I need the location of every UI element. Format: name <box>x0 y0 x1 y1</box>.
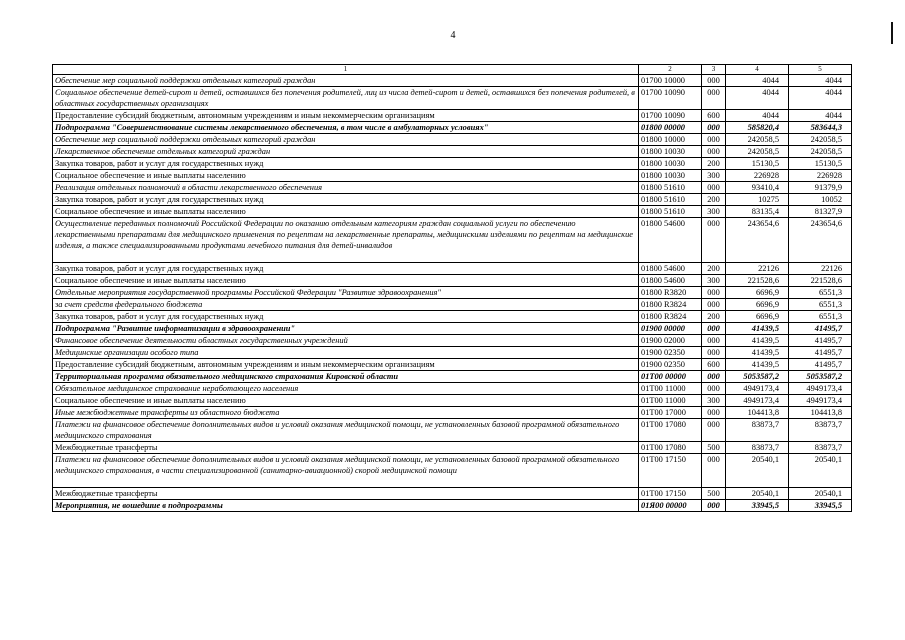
row-value-year2-cell: 583644,3 <box>789 122 852 134</box>
row-value-year1-cell: 33945,5 <box>726 500 789 512</box>
table-row <box>53 182 852 194</box>
header-col-3: 3 <box>702 65 726 75</box>
row-value-year2-cell: 41495,7 <box>789 347 852 359</box>
row-value-year1-cell: 20540,1 <box>726 488 789 500</box>
row-value-year2-cell: 5053587,2 <box>789 371 852 383</box>
row-value-year1-cell: 10275 <box>726 194 789 206</box>
row-code-cell: 01900 02000 <box>639 335 702 347</box>
row-name-cell: Мероприятия, не вошедшие в подпрограммы <box>53 500 639 512</box>
row-value-year1-cell: 243654,6 <box>726 218 789 263</box>
row-value-year2-cell: 22126 <box>789 263 852 275</box>
table-row <box>53 395 852 407</box>
row-name-cell: Платежи на финансовое обеспечение дополнительных видов и условий оказания медицинской помощи, не установленных базовой программой обязательного медицинского страхования <box>53 419 639 442</box>
row-value-year2-cell: 4949173,4 <box>789 383 852 395</box>
row-name-cell: Закупка товаров, работ и услуг для государственных нужд <box>53 158 639 170</box>
row-value-year2-cell: 83873,7 <box>789 442 852 454</box>
row-type-cell: 000 <box>702 335 726 347</box>
row-value-year2-cell: 221528,6 <box>789 275 852 287</box>
row-code-cell: 01800 R3824 <box>639 311 702 323</box>
table-row <box>53 359 852 371</box>
row-code-cell: 01800 R3824 <box>639 299 702 311</box>
row-code-cell: 01800 51610 <box>639 194 702 206</box>
scan-edge-mark <box>891 22 893 44</box>
row-code-cell: 01Т00 00000 <box>639 371 702 383</box>
row-value-year2-cell: 81327,9 <box>789 206 852 218</box>
row-type-cell: 300 <box>702 206 726 218</box>
row-value-year1-cell: 41439,5 <box>726 347 789 359</box>
page-number: 4 <box>450 30 456 41</box>
row-value-year1-cell: 6696,9 <box>726 299 789 311</box>
row-name-cell: Медицинские организации особого типа <box>53 347 639 359</box>
row-code-cell: 01900 02350 <box>639 359 702 371</box>
row-value-year2-cell: 4949173,4 <box>789 395 852 407</box>
row-type-cell: 300 <box>702 170 726 182</box>
row-name-cell: Обязательное медицинское страхование неработающего населения <box>53 383 639 395</box>
row-value-year1-cell: 4044 <box>726 75 789 87</box>
row-value-year1-cell: 93410,4 <box>726 182 789 194</box>
row-value-year2-cell: 6551,3 <box>789 287 852 299</box>
row-code-cell: 01800 10030 <box>639 170 702 182</box>
table-row <box>53 323 852 335</box>
table-row <box>53 110 852 122</box>
table-row <box>53 122 852 134</box>
row-type-cell: 000 <box>702 287 726 299</box>
row-code-cell: 01700 10090 <box>639 87 702 110</box>
row-type-cell: 000 <box>702 371 726 383</box>
row-name-cell: Иные межбюджетные трансферты из областного бюджета <box>53 407 639 419</box>
row-type-cell: 000 <box>702 347 726 359</box>
row-value-year2-cell: 6551,3 <box>789 299 852 311</box>
row-type-cell: 000 <box>702 146 726 158</box>
row-value-year1-cell: 5053587,2 <box>726 371 789 383</box>
row-value-year1-cell: 4949173,4 <box>726 395 789 407</box>
row-value-year1-cell: 4044 <box>726 110 789 122</box>
table-row <box>53 75 852 87</box>
row-type-cell: 300 <box>702 275 726 287</box>
table-row <box>53 347 852 359</box>
row-value-year1-cell: 4044 <box>726 87 789 110</box>
table-row <box>53 194 852 206</box>
row-name-cell: Социальное обеспечение и иные выплаты населению <box>53 275 639 287</box>
table-row <box>53 134 852 146</box>
row-code-cell: 01Т00 17000 <box>639 407 702 419</box>
row-name-cell: Подпрограмма "Совершенствование системы лекарственного обеспечения, в том числе в амбулаторных условиях" <box>53 122 639 134</box>
row-code-cell: 01800 51610 <box>639 206 702 218</box>
row-value-year2-cell: 33945,5 <box>789 500 852 512</box>
row-code-cell: 01700 10000 <box>639 75 702 87</box>
row-name-cell: Обеспечение мер социальной поддержки отдельных категорий граждан <box>53 134 639 146</box>
row-type-cell: 000 <box>702 182 726 194</box>
row-type-cell: 300 <box>702 395 726 407</box>
row-value-year2-cell: 83873,7 <box>789 419 852 442</box>
row-type-cell: 200 <box>702 263 726 275</box>
table-row <box>53 170 852 182</box>
row-type-cell: 000 <box>702 454 726 488</box>
row-value-year1-cell: 83135,4 <box>726 206 789 218</box>
row-type-cell: 500 <box>702 488 726 500</box>
table-row <box>53 419 852 442</box>
table-row <box>53 158 852 170</box>
row-code-cell: 01Т00 17150 <box>639 454 702 488</box>
table-row <box>53 500 852 512</box>
row-code-cell: 01800 10030 <box>639 146 702 158</box>
table-header-row <box>53 65 852 75</box>
table-row <box>53 454 852 488</box>
row-name-cell: Социальное обеспечение детей-сирот и детей, оставшихся без попечения родителей, лиц из числа детей-сирот и детей, оставшихся без попечения родителей, в областных государственных организациях <box>53 87 639 110</box>
row-type-cell: 000 <box>702 299 726 311</box>
row-value-year1-cell: 15130,5 <box>726 158 789 170</box>
table-row <box>53 407 852 419</box>
row-type-cell: 000 <box>702 407 726 419</box>
row-code-cell: 01Т00 11000 <box>639 383 702 395</box>
row-name-cell: Лекарственное обеспечение отдельных категорий граждан <box>53 146 639 158</box>
row-code-cell: 01Я00 00000 <box>639 500 702 512</box>
table-row <box>53 287 852 299</box>
row-name-cell: Закупка товаров, работ и услуг для государственных нужд <box>53 263 639 275</box>
row-type-cell: 000 <box>702 134 726 146</box>
row-name-cell: Реализация отдельных полномочий в области лекарственного обеспечения <box>53 182 639 194</box>
header-col-2: 2 <box>639 65 702 75</box>
row-type-cell: 000 <box>702 75 726 87</box>
row-type-cell: 000 <box>702 383 726 395</box>
row-name-cell: Осуществление переданных полномочий Российской Федерации по оказанию отдельным категориям граждан социальной услуги по обеспечению лекарственными препаратами для медицинского применения по рецептам на лекарственные препараты, медицинскими изделиями по рецептам на медицинские изделия, а также специализированными продуктами лечебного питания для детей-инвалидов <box>53 218 639 263</box>
row-code-cell: 01Т00 17080 <box>639 419 702 442</box>
row-name-cell: Платежи на финансовое обеспечение дополнительных видов и условий оказания медицинской помощи, не установленных базовой программой обязательного медицинского страхования, в части специализированной (санитарно-авиационной) скорой медицинской помощи <box>53 454 639 488</box>
row-type-cell: 200 <box>702 158 726 170</box>
row-type-cell: 000 <box>702 122 726 134</box>
table-row <box>53 299 852 311</box>
row-name-cell: Межбюджетные трансферты <box>53 488 639 500</box>
row-type-cell: 600 <box>702 110 726 122</box>
table-row <box>53 263 852 275</box>
row-value-year2-cell: 4044 <box>789 110 852 122</box>
row-name-cell: Предоставление субсидий бюджетным, автономным учреждениям и иным некоммерческим организациям <box>53 359 639 371</box>
row-value-year2-cell: 91379,9 <box>789 182 852 194</box>
row-type-cell: 000 <box>702 419 726 442</box>
row-type-cell: 200 <box>702 311 726 323</box>
row-name-cell: Социальное обеспечение и иные выплаты населению <box>53 170 639 182</box>
row-name-cell: Финансовое обеспечение деятельности областных государственных учреждений <box>53 335 639 347</box>
header-col-4: 4 <box>726 65 789 75</box>
row-code-cell: 01800 54600 <box>639 263 702 275</box>
row-value-year1-cell: 104413,8 <box>726 407 789 419</box>
table-row <box>53 206 852 218</box>
row-name-cell: Социальное обеспечение и иные выплаты населению <box>53 206 639 218</box>
header-col-1: 1 <box>53 65 639 75</box>
row-value-year1-cell: 226928 <box>726 170 789 182</box>
table-row <box>53 383 852 395</box>
row-value-year2-cell: 243654,6 <box>789 218 852 263</box>
row-code-cell: 01Т00 17080 <box>639 442 702 454</box>
row-type-cell: 200 <box>702 194 726 206</box>
row-name-cell: Социальное обеспечение и иные выплаты населению <box>53 395 639 407</box>
row-value-year1-cell: 6696,9 <box>726 287 789 299</box>
row-value-year2-cell: 6551,3 <box>789 311 852 323</box>
row-code-cell: 01900 02350 <box>639 347 702 359</box>
row-name-cell: Обеспечение мер социальной поддержки отдельных категорий граждан <box>53 75 639 87</box>
row-name-cell: за счет средств федерального бюджета <box>53 299 639 311</box>
budget-table <box>52 64 852 512</box>
row-value-year1-cell: 221528,6 <box>726 275 789 287</box>
row-name-cell: Территориальная программа обязательного медицинского страхования Кировской области <box>53 371 639 383</box>
row-value-year1-cell: 6696,9 <box>726 311 789 323</box>
row-value-year1-cell: 41439,5 <box>726 359 789 371</box>
table-row <box>53 146 852 158</box>
row-value-year2-cell: 41495,7 <box>789 323 852 335</box>
row-value-year2-cell: 41495,7 <box>789 335 852 347</box>
table-row <box>53 218 852 263</box>
row-name-cell: Отдельные мероприятия государственной программы Российской Федерации "Развитие здравоохранения" <box>53 287 639 299</box>
row-code-cell: 01900 00000 <box>639 323 702 335</box>
row-value-year1-cell: 41439,5 <box>726 335 789 347</box>
row-code-cell: 01Т00 17150 <box>639 488 702 500</box>
row-value-year2-cell: 41495,7 <box>789 359 852 371</box>
table-row <box>53 371 852 383</box>
row-code-cell: 01700 10090 <box>639 110 702 122</box>
row-code-cell: 01Т00 11000 <box>639 395 702 407</box>
row-type-cell: 000 <box>702 323 726 335</box>
row-type-cell: 000 <box>702 218 726 263</box>
row-value-year1-cell: 20540,1 <box>726 454 789 488</box>
row-value-year1-cell: 22126 <box>726 263 789 275</box>
table-row <box>53 488 852 500</box>
row-value-year2-cell: 242058,5 <box>789 134 852 146</box>
row-value-year1-cell: 83873,7 <box>726 442 789 454</box>
row-value-year2-cell: 10052 <box>789 194 852 206</box>
budget-table-body <box>53 65 852 512</box>
row-type-cell: 600 <box>702 359 726 371</box>
row-code-cell: 01800 10000 <box>639 134 702 146</box>
row-value-year2-cell: 20540,1 <box>789 488 852 500</box>
row-value-year1-cell: 242058,5 <box>726 134 789 146</box>
row-name-cell: Закупка товаров, работ и услуг для государственных нужд <box>53 311 639 323</box>
row-value-year1-cell: 242058,5 <box>726 146 789 158</box>
row-code-cell: 01800 00000 <box>639 122 702 134</box>
row-value-year1-cell: 585820,4 <box>726 122 789 134</box>
row-code-cell: 01800 54600 <box>639 275 702 287</box>
table-row <box>53 442 852 454</box>
table-row <box>53 275 852 287</box>
row-name-cell: Предоставление субсидий бюджетным, автономным учреждениям и иным некоммерческим организациям <box>53 110 639 122</box>
row-value-year1-cell: 41439,5 <box>726 323 789 335</box>
row-code-cell: 01800 R3820 <box>639 287 702 299</box>
row-value-year2-cell: 15130,5 <box>789 158 852 170</box>
header-col-5: 5 <box>789 65 852 75</box>
table-row <box>53 335 852 347</box>
row-value-year2-cell: 226928 <box>789 170 852 182</box>
table-row <box>53 87 852 110</box>
row-value-year2-cell: 242058,5 <box>789 146 852 158</box>
row-type-cell: 500 <box>702 442 726 454</box>
row-name-cell: Закупка товаров, работ и услуг для государственных нужд <box>53 194 639 206</box>
row-value-year1-cell: 4949173,4 <box>726 383 789 395</box>
row-type-cell: 000 <box>702 500 726 512</box>
row-value-year2-cell: 4044 <box>789 75 852 87</box>
row-code-cell: 01800 54600 <box>639 218 702 263</box>
row-value-year2-cell: 4044 <box>789 87 852 110</box>
row-value-year1-cell: 83873,7 <box>726 419 789 442</box>
row-code-cell: 01800 10030 <box>639 158 702 170</box>
row-value-year2-cell: 104413,8 <box>789 407 852 419</box>
row-value-year2-cell: 20540,1 <box>789 454 852 488</box>
row-name-cell: Межбюджетные трансферты <box>53 442 639 454</box>
row-name-cell: Подпрограмма "Развитие информатизации в здравоохранении" <box>53 323 639 335</box>
row-code-cell: 01800 51610 <box>639 182 702 194</box>
table-row <box>53 311 852 323</box>
row-type-cell: 000 <box>702 87 726 110</box>
